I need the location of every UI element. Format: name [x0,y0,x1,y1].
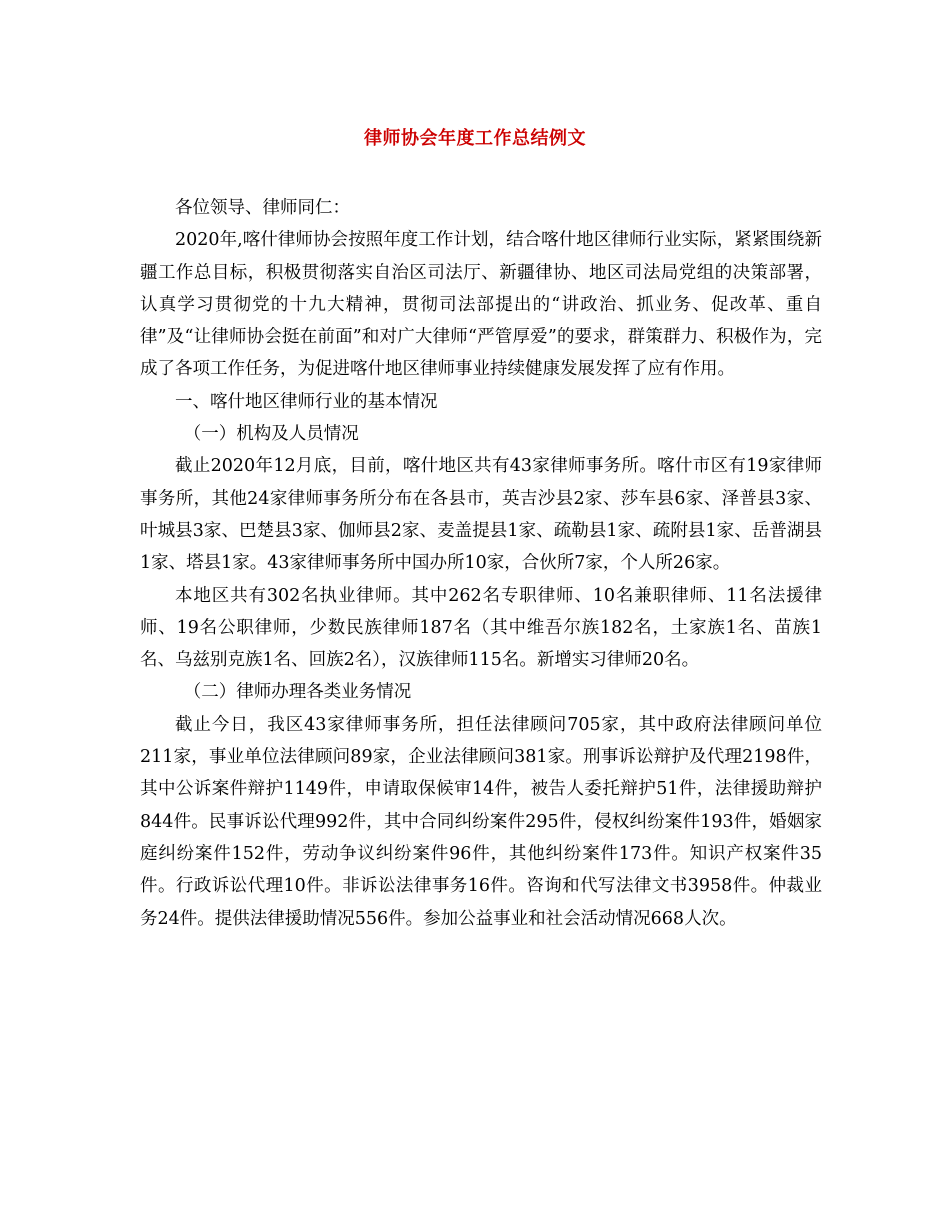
paragraph: 截止2020年12月底，目前，喀什地区共有43家律师事务所。喀什市区有19家律师事务所，其他24家律师事务所分布在各县市，英吉沙县2家、莎车县6家、泽普县3家、叶城县3家、巴楚县3家、伽师县2家、麦盖提县1家、疏勒县1家、疏附县1家、岳普湖县1家、塔县1家。43家律师事务所中国办所10家，合伙所7家，个人所26家。 [140,456,822,574]
subsection-heading: （二）律师办理各类业务情况 [183,682,412,703]
document-body [140,192,822,935]
paragraph: 本地区共有302名执业律师。其中262名专职律师、10名兼职律师、11名法援律师、19名公职律师，少数民族律师187名（其中维吾尔族182名，土家族1名、苗族1名、乌兹别克族1名、回族2名），汉族律师115名。新增实习律师20名。 [140,585,822,671]
document-title: 律师协会年度工作总结例文 [364,128,586,149]
salutation: 各位领导、律师同仁： [175,198,350,218]
subsection-heading: （一）机构及人员情况 [183,424,359,445]
section-heading: 一、喀什地区律师行业的基本情况 [175,391,438,412]
paragraph: 截止今日，我区43家律师事务所，担任法律顾问705家，其中政府法律顾问单位211家，事业单位法律顾问89家，企业法律顾问381家。刑事诉讼辩护及代理2198件，其中公诉案件辩护1149件，申请取保候审14件，被告人委托辩护51件，法律援助辩护844件。民事诉讼代理992件，其中合同纠纷案件295件，侵权纠纷案件193件，婚姻家庭纠纷案件152件，劳动争议纠纷案件96件，其他纠纷案件173件。知识产权案件35件。行政诉讼代理10件。非诉讼法律事务16件。咨询和代写法律文书3958件。仲裁业务24件。提供法律援助情况556件。参加公益事业和社会活动情况668人次。 [140,714,822,929]
intro-paragraph: 2020年,喀什律师协会按照年度工作计划，结合喀什地区律师行业实际，紧紧围绕新疆工作总目标，积极贯彻落实自治区司法厅、新疆律协、地区司法局党组的决策部署，认真学习贯彻党的十九大精神，贯彻司法部提出的“讲政治、抓业务、促改革、重自律”及“让律师协会挺在前面”和对广大律师“严管厚爱”的要求，群策群力、积极作为，完成了各项工作任务，为促进喀什地区律师事业持续健康发展发挥了应有作用。 [140,230,822,380]
